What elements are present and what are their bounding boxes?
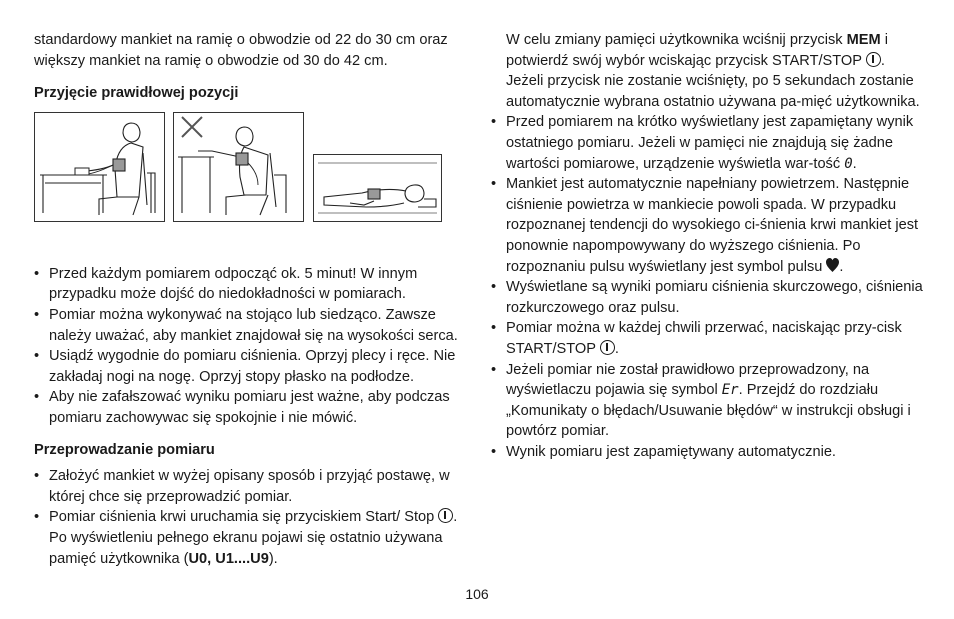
list-item	[491, 174, 923, 277]
heart-icon	[826, 258, 839, 273]
left-column	[34, 30, 466, 569]
text-segment: Jeżeli pomiar nie został prawidłowo przeprowadzony, na wyświetlaczu pojawia się symbol	[506, 361, 870, 399]
list-item: • Pomiar można wykonywać na stojąco lub siedząco. Zawsze należy uważać, aby mankiet znajdował się na wysokości serca.	[34, 305, 466, 346]
power-button-icon	[600, 340, 615, 355]
illustration-lying	[313, 154, 442, 222]
cross-mark-icon	[182, 117, 202, 137]
display-zero-symbol: 0	[844, 155, 853, 172]
text-segment: . Po wyświetleniu pełnego ekranu pojawi się ostatnio używana pamięć użytkownika (	[49, 509, 458, 567]
text-segment: ).	[268, 550, 278, 567]
list-item: • Usiądź wygodnie do pomiaru ciśnienia. Oprzyj plecy i ręce. Nie zakładaj nogi na nogę. Oprzyj stopy płasko na podłodze.	[34, 346, 466, 387]
list-item	[34, 507, 466, 569]
list-item: • Wyświetlane są wyniki pomiaru ciśnienia skurczowego, ciśnienia rozkurczowego oraz pulsu.	[491, 277, 923, 318]
measurement-bullet-list	[34, 466, 466, 569]
position-illustrations	[34, 112, 466, 252]
illustration-sitting-correct	[34, 112, 165, 222]
text-segment: . Przejdź do rozdziału „Komunikaty o błędach/Usuwanie błędów“ w instrukcji obsługi i powtórz pomiar.	[506, 382, 911, 440]
text-segment: Mankiet jest automatycznie napełniany powietrzem. Następnie ciśnienie powietrza w mankiecie powoli spada. W przypadku rozpoznanej tendencji do wysokiego ci-śnienia krwi mankiet jest ponownie napompowywany do wyższego ciśnienia. Po rozpoznaniu pulsu wyświetlany jest symbol pulsu	[506, 176, 919, 275]
text-segment: Pomiar można w każdej chwili przerwać, naciskając przy-cisk START/STOP	[506, 320, 902, 357]
right-bullet-list	[491, 112, 923, 462]
text-segment: .	[852, 155, 857, 172]
text-segment: Przed pomiarem na krótko wyświetlany jest zapamiętany wynik ostatniego pomiaru. Jeżeli w pamięci nie znajdują się żadne wartości pomiarowe, urządzenie wyświetla war-tość	[506, 114, 914, 172]
memory-change-paragraph	[491, 30, 923, 112]
page-number: 106	[465, 586, 489, 602]
error-symbol: Er	[721, 382, 739, 399]
text-segment: W celu zmiany pamięci użytkownika wciśnij przycisk	[506, 32, 847, 48]
section-title-position: Przyjęcie prawidłowej pozycji	[34, 85, 239, 102]
list-item: • Założyć mankiet w wyżej opisany sposób i przyjąć postawę, w której chce się przeprowadzić pomiar.	[34, 466, 466, 507]
text-segment: .	[614, 340, 619, 357]
list-item: • Przed każdym pomiarem odpocząć ok. 5 minut! W innym przypadku może dojść do niedokładności w pomiarach.	[34, 264, 466, 305]
text-segment: Pomiar ciśnienia krwi uruchamia się przyciskiem Start/ Stop	[49, 509, 439, 526]
list-item: • Aby nie zafałszować wyniku pomiaru jest ważne, aby podczas pomiaru zachowywac się spokojnie i nie mówić.	[34, 387, 466, 428]
text-segment: .	[839, 258, 844, 275]
right-column	[491, 30, 923, 462]
list-item	[491, 318, 923, 359]
list-item: • Wynik pomiaru jest zapamiętywany automatycznie.	[491, 442, 923, 463]
list-item	[491, 112, 923, 174]
user-memory-range: U0, U1....U9	[188, 550, 269, 567]
illustration-sitting-wrong	[173, 112, 304, 222]
intro-paragraph: standardowy mankiet na ramię o obwodzie od 22 do 30 cm oraz większy mankiet na ramię o obwodzie od 30 do 42 cm.	[34, 32, 448, 69]
mem-button-label: MEM	[846, 32, 881, 48]
section-title-measurement: Przeprowadzanie pomiaru	[34, 441, 215, 458]
list-item	[491, 360, 923, 442]
text-segment: i potwierdź swój wybór wciskając przycisk START/STOP	[506, 32, 888, 69]
power-button-icon	[866, 52, 881, 67]
power-button-icon	[438, 508, 453, 523]
position-bullet-list	[34, 264, 466, 429]
text-segment: . Jeżeli przycisk nie zostanie wciśnięty, po 5 sekundach zostanie automatycznie wybrana ostatnio używana pa-mięć użytkownika.	[506, 52, 920, 110]
